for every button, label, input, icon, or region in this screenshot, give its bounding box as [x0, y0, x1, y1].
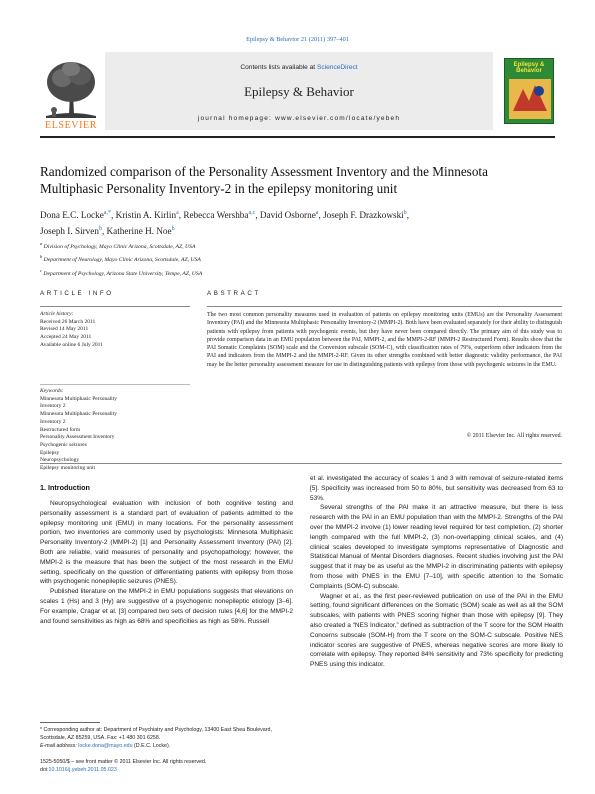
keyword-item: Inventory 2 — [40, 418, 66, 425]
author-affiliation-mark[interactable]: a,* — [103, 210, 111, 216]
front-matter-divider — [40, 463, 562, 464]
keywords-label: Keywords: — [40, 388, 64, 394]
corresponding-author-text: * Corresponding author at: Department of Psychiatry and Psychology, 13400 East Shea Boulevard, Scottsdale, AZ 85259, USA. Fax: +1 480 301 6258. — [40, 727, 272, 741]
author-name[interactable]: Katherine H. Noe — [106, 225, 172, 236]
author-affiliation-mark[interactable]: a — [315, 210, 319, 216]
body-column-right — [310, 474, 563, 670]
keyword-item: Inventory 2 — [40, 403, 66, 410]
email-label: E-mail address: — [40, 743, 79, 749]
article-title — [40, 163, 560, 197]
keyword-item: Minnesota Multiphasic Personality — [40, 411, 117, 418]
affiliation-item — [40, 239, 440, 252]
affiliation-mark: b — [40, 254, 43, 260]
author-name[interactable]: Dona E.C. Locke — [40, 210, 104, 221]
email-suffix: (D.E.C. Locke). — [132, 743, 171, 749]
history-item: Available online 6 July 2011 — [40, 341, 103, 348]
author-separator: , — [255, 210, 260, 221]
author-name[interactable]: Joseph I. Sirven — [40, 225, 99, 236]
author-affiliation-mark[interactable]: a,c — [248, 210, 256, 216]
journal-name[interactable]: Epilepsy & Behavior — [244, 84, 354, 99]
introduction-heading: 1. Introduction — [40, 483, 90, 492]
cover-art-icon — [509, 79, 551, 119]
elsevier-tree-logo-icon[interactable] — [40, 52, 102, 130]
doi-prefix: doi: — [40, 767, 49, 773]
author-separator: , — [178, 210, 184, 221]
author-affiliation-mark[interactable]: b — [403, 210, 407, 216]
homepage-link[interactable]: www.elsevier.com/locate/yebeh — [275, 115, 401, 122]
affiliation-item — [40, 252, 440, 265]
author-affiliation-mark[interactable]: b — [98, 225, 102, 232]
journal-homepage — [105, 115, 493, 122]
author-affiliation-mark[interactable]: b — [171, 225, 175, 232]
cover-title: Epilepsy & Behavior — [513, 62, 545, 74]
abstract-divider — [207, 306, 562, 307]
author-separator: , — [110, 210, 116, 221]
sciencedirect-link[interactable]: ScienceDirect — [316, 64, 358, 71]
journal-cover-thumbnail[interactable] — [504, 58, 554, 124]
journal-reference[interactable]: Epilepsy & Behavior 21 (2011) 397–401 — [246, 36, 349, 43]
abstract-copyright: © 2011 Elsevier Inc. All rights reserved. — [466, 433, 562, 439]
body-paragraph: Several strengths of the PAI make it an attractive measure, but there is less research with the PAI in an EMU population than with the MMPI-2. Strengths of the PAI over the MMPI-2 involve (1) lower reading level required for test completion, (2) shorter length compared with the full MMPI-2, (3) non-overlapping clinical scales, and (4) clinical scales developed to investigate symptoms representative of Diagnostic and Statistical Manual of Mental Disorders diagnoses. Recent studies involving just the PAI suggest that it may be as useful as the MMPI-2 in discriminating patients with epilepsy from those with PNES in the EMU [7–10], with specific attention to the Somatic Complaints (SOM-C) subscale. — [310, 504, 563, 590]
affiliation-text: Division of Psychology, Mayo Clinic Arizona, Scottsdale, AZ, USA — [43, 243, 196, 250]
body-paragraph: Published literature on the MMPI-2 in EMU populations suggests that elevations on scales 1 (Hs) and 3 (Hy) are suggestive of a psychogenic nonepileptic etiology [3–6]. For example, Cragar et al. [3] compared two sets of decision rules [4,6] for the MMPI-2 and found sensitivities as high as 68% and specificities as high as 58%. Russell — [40, 588, 293, 625]
article-info-heading: ARTICLE INFO — [40, 290, 114, 297]
affiliation-list — [40, 239, 440, 279]
article-info-divider — [40, 306, 190, 307]
doi-link[interactable]: 10.1016/j.yebeh.2011.05.023 — [48, 767, 117, 773]
email-line — [40, 742, 293, 750]
affiliation-text: Department of Neurology, Mayo Clinic Arizona, Scottsdale, AZ, USA — [43, 257, 201, 264]
keyword-item: Psychogenic seizures — [40, 441, 87, 448]
affiliation-mark: a — [40, 241, 43, 246]
contents-line — [105, 64, 493, 71]
contents-prefix: Contents lists available at — [240, 64, 317, 71]
keywords-divider — [40, 384, 190, 385]
author-separator: , — [318, 210, 324, 221]
keyword-item: Personality Assessment Inventory — [40, 434, 115, 441]
author-name[interactable]: Rebecca Wershba — [183, 210, 249, 221]
author-name[interactable]: Joseph F. Drazkowski — [323, 210, 404, 221]
article-title-line-2: Multiphasic Personality Inventory-2 in the epilepsy monitoring unit — [40, 181, 398, 196]
header-divider — [40, 136, 555, 138]
footnote-divider — [40, 722, 100, 723]
keywords-list — [40, 388, 190, 473]
keyword-item: Epilepsy monitoring unit — [40, 465, 95, 472]
author-name[interactable]: Kristin A. Kirlin — [115, 210, 177, 221]
issn-doi-block — [40, 758, 293, 774]
history-item: Accepted 24 May 2011 — [40, 334, 92, 341]
affiliation-mark: c — [40, 267, 42, 273]
elsevier-wordmark[interactable]: ELSEVIER — [44, 120, 98, 131]
keyword-item: Restructured form — [40, 426, 81, 433]
author-affiliation-mark[interactable]: a — [176, 210, 179, 216]
body-paragraph: et al. investigated the accuracy of scales 1 and 3 with removal of seizure-related items [5]. Specificity was increased from 50 to 80%, but sensitivity was decreased from 63 to 53%. — [310, 475, 563, 502]
keyword-item: Minnesota Multiphasic Personality — [40, 395, 117, 402]
history-item: Revised 14 May 2011 — [40, 326, 89, 333]
author-separator: , — [406, 210, 410, 221]
history-label: Article history: — [40, 311, 74, 317]
doi-line — [40, 766, 293, 774]
history-item: Received 26 March 2011 — [40, 318, 96, 325]
author-list — [40, 207, 560, 238]
body-paragraph: Neuropsychological evaluation with inclusion of both cognitive testing and personality assessment is a standard part of evaluation of patients admitted to the epilepsy monitoring unit (EMU) in many locations. For the personality assessment portion, two inventories are commonly used by psychologists: Minnesota Multiphasic Personality Inventory-2 (MMPI-2) [1] and Personality Assessment Inventory (PAI) [2]. Both are reliable, valid measures of personality and psychopathology; however, the MMPI-2 is the measure that has been the subject of the most research in the EMU setting, specifically on the question of differentiating patients with epilepsy from those with psychogenic nonepileptic seizures (PNES). — [40, 500, 293, 586]
homepage-prefix: journal homepage: — [197, 115, 276, 122]
body-paragraph: Wagner et al., as the first peer-reviewed publication on use of the PAI in the EMU setting, found significant differences on the Somatic (SOM) scale as well as all the SOM subscales, with patients with PNES scoring higher than those with epilepsy [9]. They also created a “NES Indicator,” defined as subtraction of the T score for the SOM Health Concerns subscale (SOM-H) from the T score on the SOM-C subscale. Positive NES indicator scores are suggestive of PNES, whereas negative scores are more likely to correlate with epilepsy. They reported 84% sensitivity and 73% specificity for predicting PNES using this indicator. — [310, 592, 563, 669]
issn-line: 1525-5050/$ – see front matter © 2011 Elsevier Inc. All rights reserved. — [40, 759, 207, 765]
abstract-body: The two most common personality measures used in evaluation of patients on epilepsy monitoring units (EMUs) are the Personality Assessment Inventory (PAI) and the Minnesota Multiphasic Personality Inventory-2 (MMPI-2). Both have been evaluated separately for their ability to distinguish patients with epilepsy from patients with psychogenic events, but they have never been compared directly. The primary aim of this study was to provide comparison data in an EMU population between the PAI, MMPI-2, and the MMPI-2-RF (MMPI-2 Restructured Form). Results show that the PAI Somatic Complaints (SOM) scale and the Conversion subscale (SOM-C), with classification rates of 79%, outperform other indicators from the PAI and indicators from the MMPI-2 and the MMPI-2-RF. Given its other strengths combined with better diagnostic validity performance, the PAI may be the better personality assessment measure for use in distinguishing patients with epilepsy from those with psychogenic seizures in the EMU. — [207, 312, 562, 368]
keyword-item: Neuropsychology — [40, 457, 80, 464]
author-separator: , — [101, 225, 107, 236]
email-link[interactable]: locke.dona@mayo.edu — [78, 743, 133, 749]
article-title-line-1: Randomized comparison of the Personality Assessment Inventory and the Minnesota — [40, 164, 488, 179]
corresponding-author-footnote — [40, 726, 293, 750]
affiliation-text: Department of Psychology, Arizona State University, Tempe, AZ, USA — [43, 270, 203, 277]
article-history — [40, 311, 190, 350]
body-column-left — [40, 499, 293, 626]
affiliation-item — [40, 266, 440, 279]
keyword-item: Epilepsy — [40, 449, 60, 456]
author-name[interactable]: David Osborne — [259, 210, 316, 221]
abstract-heading: ABSTRACT — [207, 290, 261, 297]
